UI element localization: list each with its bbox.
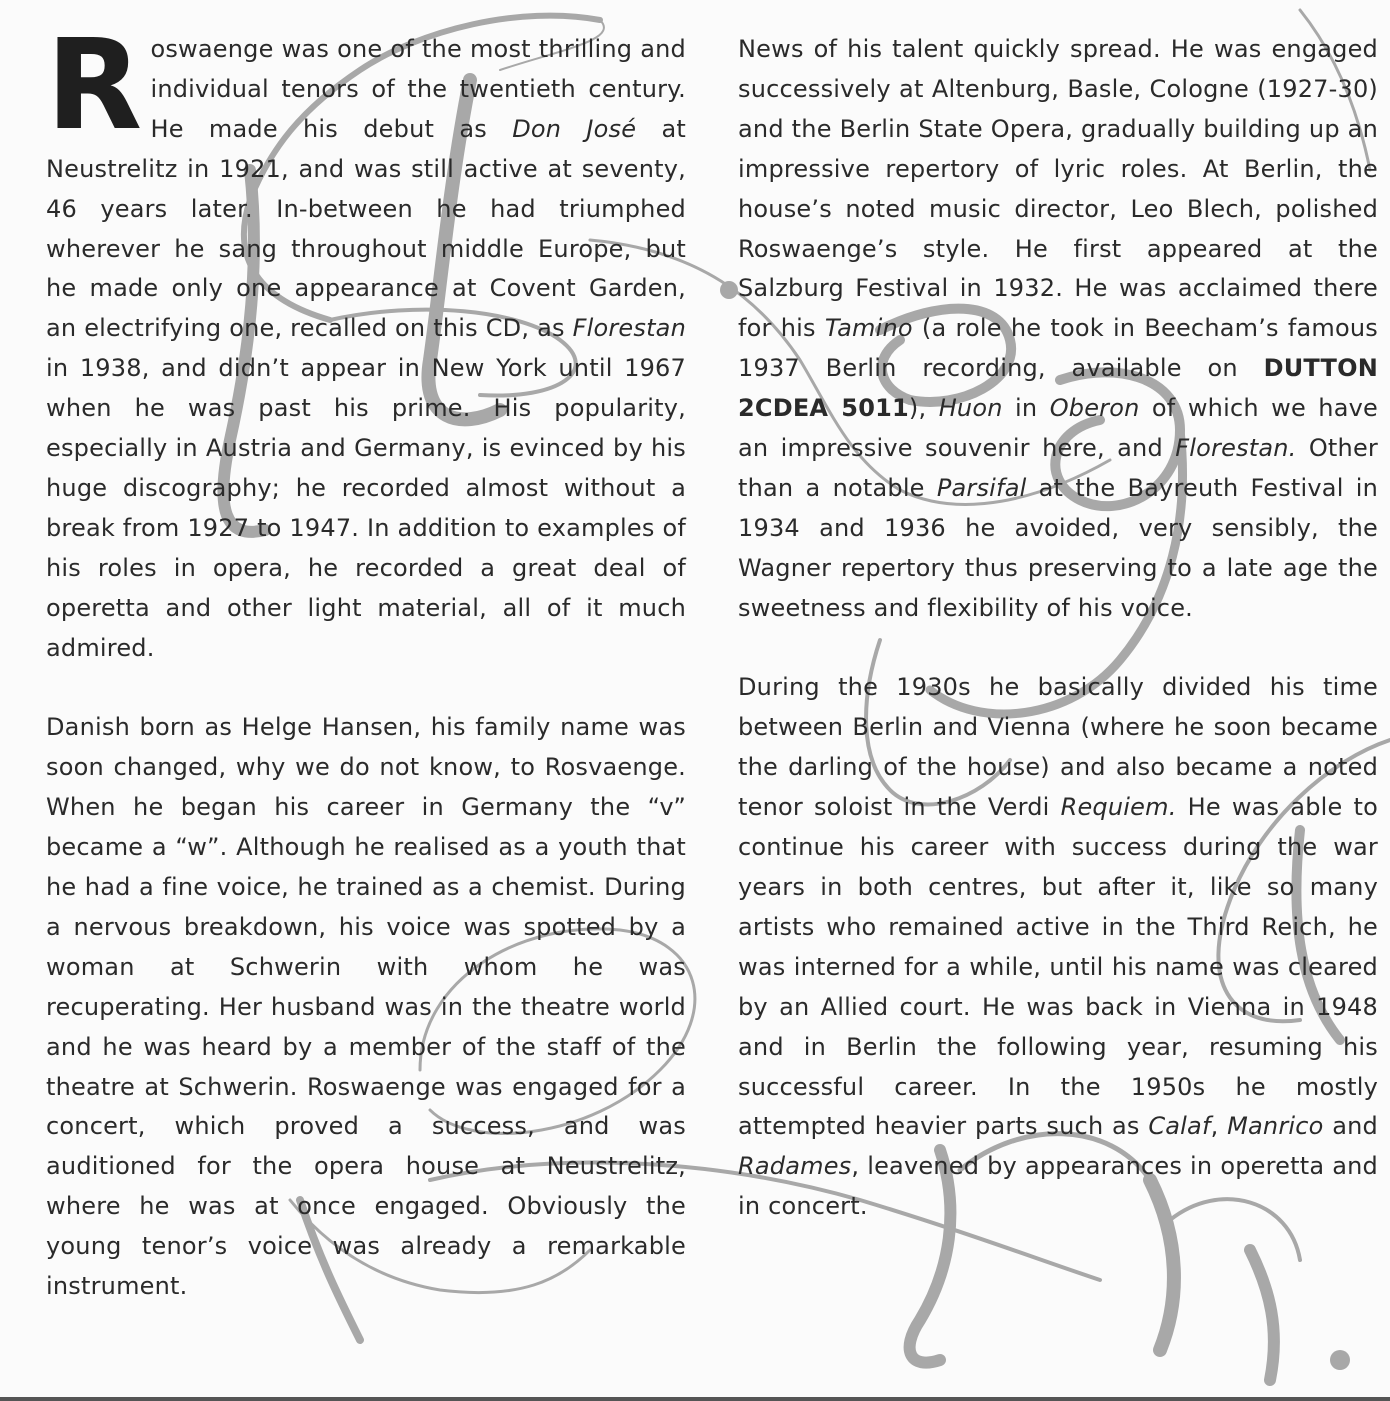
italic-role-name: Radames (738, 1152, 852, 1181)
italic-role-name: Don José (512, 114, 637, 143)
watermark-n-3 (1250, 1250, 1274, 1380)
text-run: and (1323, 1112, 1378, 1141)
italic-role-name: Calaf (1148, 1112, 1211, 1141)
italic-role-name: Manrico (1227, 1112, 1324, 1141)
text-run: , leavened by appearances in operetta and in concert. (738, 1152, 1378, 1221)
text-run: of which we have an impressive souvenir here, and (738, 394, 1378, 463)
bold-reference: DUTTON 2CDEA 5011 (738, 354, 1378, 423)
italic-role-name: Florestan. (1175, 434, 1297, 463)
text-run: ), (908, 394, 939, 423)
italic-role-name: Oberon (1049, 394, 1140, 423)
left-paragraph-2 (46, 708, 686, 1307)
italic-role-name: Florestan (572, 314, 686, 343)
right-paragraph-1 (738, 30, 1378, 629)
text-run: in (1002, 394, 1050, 423)
italic-role-name: Huon (938, 394, 1003, 423)
left-paragraph-1 (46, 13, 686, 669)
text-run: , (1210, 1112, 1228, 1141)
italic-role-name: Requiem. (1060, 793, 1177, 822)
left-column (46, 13, 686, 1307)
right-paragraph-2-text (738, 673, 1378, 1220)
watermark-dot-2 (1330, 1350, 1350, 1370)
italic-role-name: Tamino (824, 314, 913, 343)
text-run: (a role he took in Beecham’s famous 1937 Berlin recording, available on (738, 314, 1378, 383)
left-paragraph-2-text (46, 713, 686, 1300)
right-paragraph-1-text (738, 35, 1378, 622)
text-run: News of his talent quickly spread. He was engaged successively at Altenburg, Basle, Cologne (1927-30) and the Berlin State Opera, gradually building up an impressive repertory of lyric roles. At Berlin, the house’s noted music director, Leo Blech, polished Roswaenge’s style. He first appeared at the Salzburg Festival in 1932. He was acclaimed there for his (738, 35, 1378, 343)
right-paragraph-2 (738, 668, 1378, 1227)
text-run: at the Bayreuth Festival in 1934 and 1936 he avoided, very sensibly, the Wagner repertory thus preserving to a late age the sweetness and flexibility of his voice. (738, 473, 1379, 622)
right-column (738, 30, 1378, 1227)
text-run: Other than a notable (738, 434, 1378, 502)
watermark-dot-1 (720, 281, 738, 299)
text-run: oswaenge was one of the most thrilling and individual tenors of the twentieth century. He made his debut as (150, 35, 686, 143)
text-run: During the 1930s he basically divided his time between Berlin and Vienna (where he soon became the darling of the house) and also became a noted tenor soloist in the Verdi (738, 673, 1378, 822)
text-run: Danish born as Helge Hansen, his family name was soon changed, why we do not know, to Rosvaenge. When he began his career in Germany the “v” became a “w”. Although he realised as a youth that he had a fine voice, he trained as a chemist. During a nervous breakdown, his voice was spotted by a woman at Schwerin with whom he was recuperating. Her husband was in the theatre world and he was heard by a member of the staff of the theatre at Schwerin. Roswaenge was engaged for a concert, which proved a success, and was auditioned for the opera house at Neustrelitz, where he was at once engaged. Obviously the young tenor’s voice was already a remarkable instrument. (46, 713, 686, 1301)
bottom-edge-rule (0, 1397, 1390, 1401)
text-run: at Neustrelitz in 1921, and was still active at seventy, 46 years later. In-between he had triumphed wherever he sang throughout middle Europe, but he made only one appearance at Covent Garden, an electrifying one, recalled on this CD, as (46, 114, 686, 343)
italic-role-name: Parsifal (936, 473, 1027, 502)
drop-cap: R (46, 13, 143, 158)
text-run: He was able to continue his career with success during the war years in both centres, but after it, like so many artists who remained active in the Third Reich, he was interned for a while, until his name was cleared by an Allied court. He was back in Vienna in 1948 and in Berlin the following year, resuming his successful career. In the 1950s he mostly attempted heavier parts such as (738, 793, 1379, 1141)
text-run: in 1938, and didn’t appear in New York until 1967 when he was past his prime. His popularity, especially in Austria and Germany, is evinced by his huge discography; he recorded almost without a break from 1927 to 1947. In addition to examples of his roles in opera, he recorded a great deal of operetta and other light material, all of it much admired. (46, 354, 686, 662)
